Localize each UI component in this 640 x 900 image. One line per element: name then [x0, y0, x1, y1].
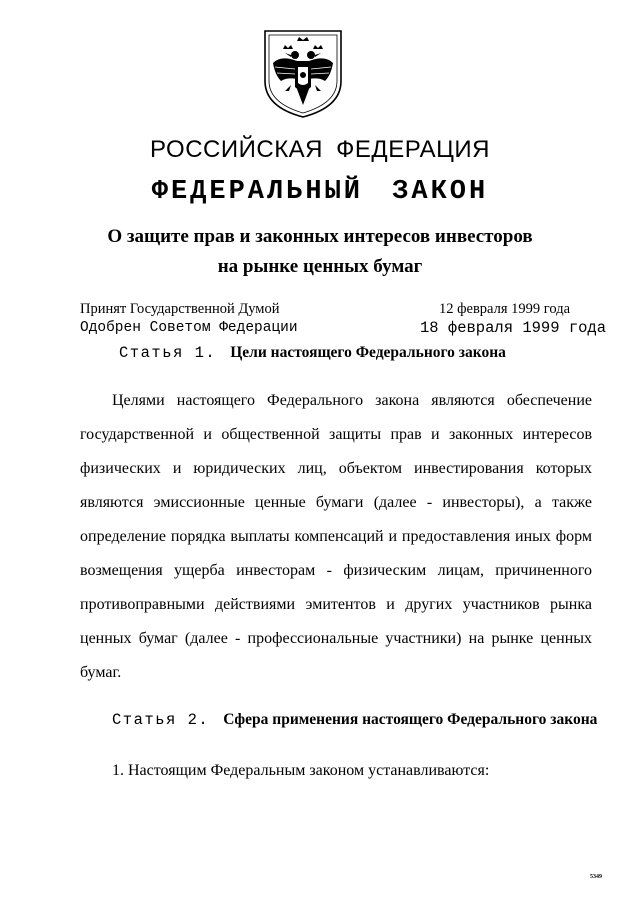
approved-label: Одобрен Советом Федерации [80, 320, 298, 336]
page-mark: 5349 [590, 874, 602, 880]
approved-date: 18 февраля 1999 года [420, 319, 607, 337]
article-2-item-1: 1. Настоящим Федеральным законом устанавливаются: [112, 762, 490, 779]
article-1-text: Целями настоящего Федерального закона являются обеспечение государственной и общественной защиты прав и законных интересов физических и юридических лиц, объектом инвестирования которых являются эмиссионные ценные бумаги (далее - инвесторы), а также определение порядка выплаты компенсаций и предоставления иных форм возмещения ущерба инвесторам - физическим лицам, причиненного противоправными действиями эмитентов и других участников рынка ценных бумаг (далее - профессиональные участники) на рынке ценных бумаг. [80, 392, 592, 681]
country-name: РОССИЙСКАЯ ФЕДЕРАЦИЯ [150, 136, 490, 163]
adopted-date: 12 февраля 1999 года [439, 301, 571, 317]
article-2-number: Статья 2. [112, 711, 210, 729]
article-1-number: Статья 1. [119, 344, 217, 362]
article-1-heading [119, 344, 506, 362]
adopted-label: Принят Государственной Думой [80, 301, 280, 317]
law-title-line-2: на рынке ценных бумаг [217, 256, 423, 277]
article-1-title: Цели настоящего Федерального закона [230, 344, 506, 361]
article-2-heading [112, 711, 597, 729]
coat-of-arms-emblem [261, 29, 345, 119]
russian-coat-of-arms-icon [261, 29, 345, 119]
law-title-line-1: О защите прав и законных интересов инвесторов [107, 226, 533, 247]
law-title [0, 222, 640, 282]
law-type-heading: ФЕДЕРАЛЬНЫЙ ЗАКОН [151, 177, 489, 207]
article-2-title: Сфера применения настоящего Федерального закона [223, 711, 598, 728]
